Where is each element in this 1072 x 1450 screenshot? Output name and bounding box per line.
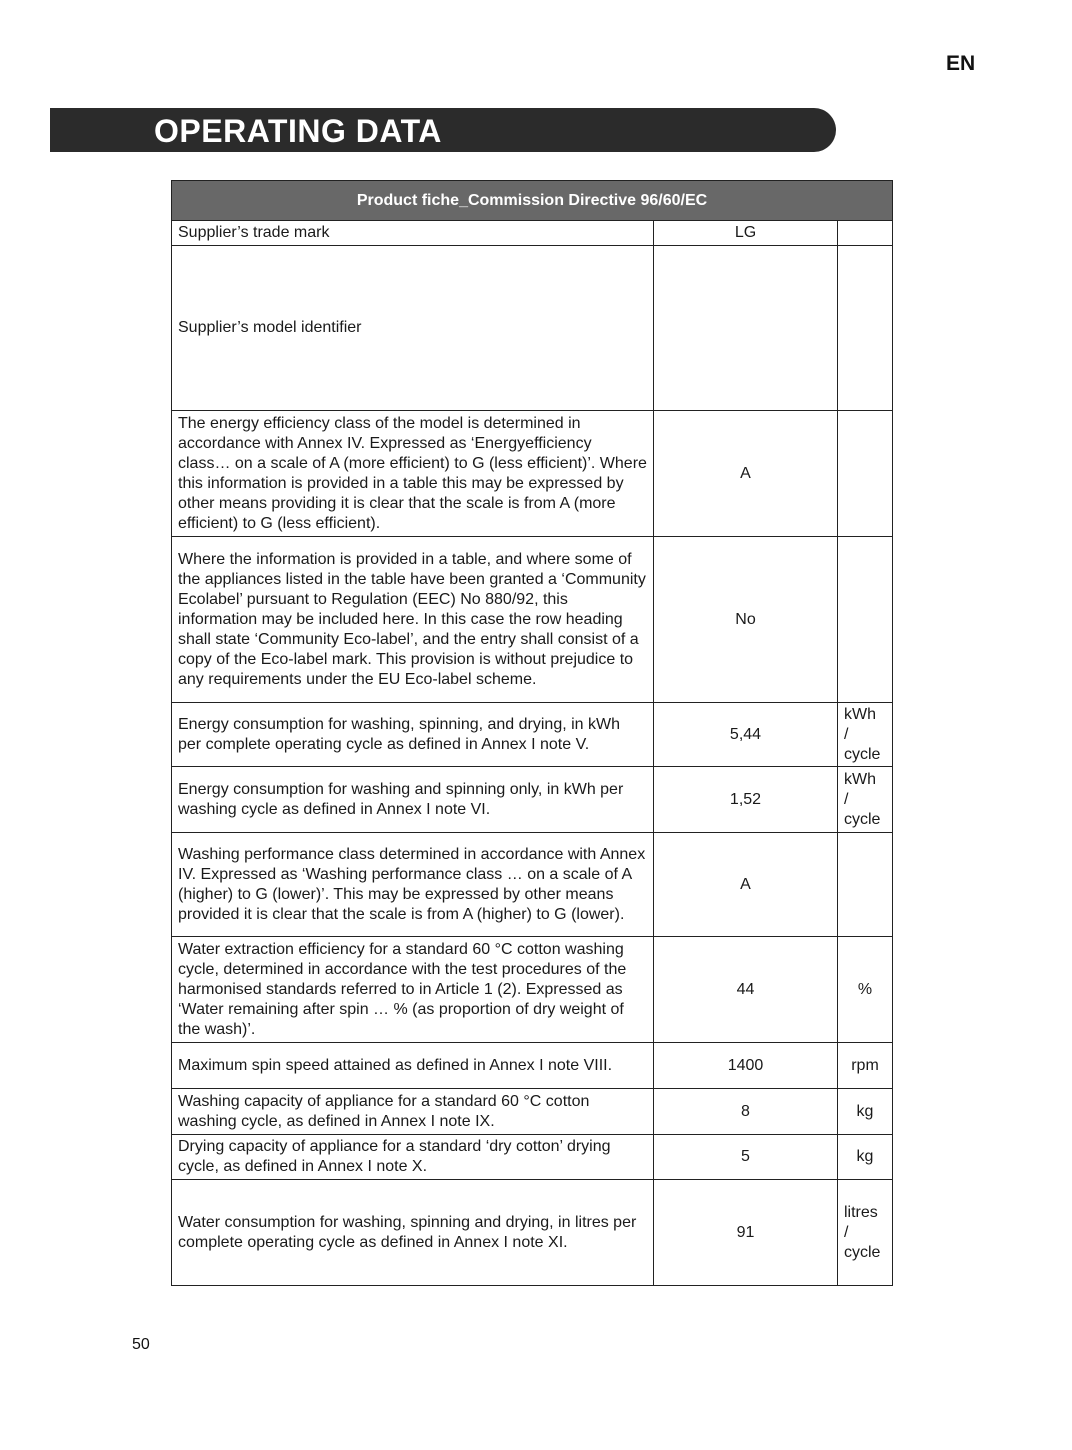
row-description: Energy consumption for washing, spinning, and drying, in kWh per complete operating cycle as defined in Annex I note V.	[172, 703, 654, 767]
row-unit	[838, 1180, 893, 1286]
language-code: EN	[946, 52, 976, 75]
row-description: Maximum spin speed attained as defined in Annex I note VIII.	[172, 1043, 654, 1089]
table-row	[172, 246, 893, 411]
unit-text: /	[844, 790, 849, 808]
unit-text: kg	[856, 1102, 874, 1120]
row-value: 5,44	[654, 703, 838, 767]
table-row	[172, 1089, 893, 1135]
row-unit	[838, 767, 893, 833]
unit-text: /	[844, 1223, 849, 1241]
row-unit	[838, 937, 893, 1043]
unit-text: %	[857, 980, 873, 998]
table-row	[172, 767, 893, 833]
unit-text: /	[844, 725, 849, 743]
row-value: No	[654, 537, 838, 703]
table-row	[172, 833, 893, 937]
row-unit	[838, 221, 893, 246]
row-description: Water extraction efficiency for a standard 60 °C cotton washing cycle, determined in accordance with the test procedures of the harmonised standards referred to in Article 1 (2). Expressed as ‘Water remaining after spin … % (as proportion of dry weight of the wash)’.	[172, 937, 654, 1043]
unit-text: rpm	[851, 1056, 879, 1074]
unit-text: cycle	[844, 1243, 881, 1261]
table-row	[172, 221, 893, 246]
table-body	[172, 221, 893, 1286]
unit-text: kWh	[844, 770, 876, 788]
row-value: A	[654, 833, 838, 937]
table-row	[172, 703, 893, 767]
row-unit	[838, 1135, 893, 1180]
row-unit	[838, 246, 893, 411]
row-description: Energy consumption for washing and spinning only, in kWh per washing cycle as defined in Annex I note VI.	[172, 767, 654, 833]
unit-text: litres	[844, 1203, 878, 1221]
row-description: Where the information is provided in a table, and where some of the appliances listed in the table have been granted a ‘Community Ecolabel’ pursuant to Regulation (EEC) No 880/92, this information may be included here. In this case the row heading shall state ‘Community Eco-label’, and the entry shall consist of a copy of the Eco-label mark. This provision is without prejudice to any requirements under the EU Eco-label scheme.	[172, 537, 654, 703]
unit-text: kWh	[844, 705, 876, 723]
row-value: 5	[654, 1135, 838, 1180]
table-title: Product fiche_Commission Directive 96/60/EC	[172, 181, 893, 221]
product-fiche-table	[171, 180, 893, 1286]
unit-text: cycle	[844, 810, 881, 828]
row-unit	[838, 1089, 893, 1135]
section-title: OPERATING DATA	[154, 113, 442, 149]
row-unit	[838, 537, 893, 703]
section-banner	[50, 108, 836, 152]
row-description: Washing capacity of appliance for a standard 60 °C cotton washing cycle, as defined in Annex I note IX.	[172, 1089, 654, 1135]
table-row	[172, 1135, 893, 1180]
row-description: Drying capacity of appliance for a standard ‘dry cotton’ drying cycle, as defined in Annex I note X.	[172, 1135, 654, 1180]
row-value: LG	[654, 221, 838, 246]
row-description: Supplier’s trade mark	[172, 221, 654, 246]
row-value: 91	[654, 1180, 838, 1286]
table-row	[172, 537, 893, 703]
row-description: Water consumption for washing, spinning and drying, in litres per complete operating cycle as defined in Annex I note XI.	[172, 1180, 654, 1286]
table-row	[172, 411, 893, 537]
unit-text: kg	[856, 1148, 874, 1165]
row-unit	[838, 1043, 893, 1089]
row-value: 44	[654, 937, 838, 1043]
table-row	[172, 1180, 893, 1286]
row-unit	[838, 411, 893, 537]
row-description: Supplier’s model identifier	[172, 246, 654, 411]
row-value	[654, 246, 838, 411]
row-description: The energy efficiency class of the model is determined in accordance with Annex IV. Expressed as ‘Energyefficiency class… on a scale of A (more efficient) to G (less efficient)’. Where this information is provided in a table this may be expressed by other means providing it is clear that the scale is from A (more efficient) to G (less efficient).	[172, 411, 654, 537]
row-unit	[838, 703, 893, 767]
row-value: 8	[654, 1089, 838, 1135]
row-value: A	[654, 411, 838, 537]
row-description: Washing performance class determined in accordance with Annex IV. Expressed as ‘Washing performance class … on a scale of A (higher) to G (lower)’. This may be expressed by other means provided it is clear that the scale is from A (higher) to G (lower).	[172, 833, 654, 937]
table-row	[172, 1043, 893, 1089]
row-unit	[838, 833, 893, 937]
unit-text: cycle	[844, 745, 881, 763]
row-value: 1400	[654, 1043, 838, 1089]
page-number: 50	[132, 1336, 150, 1353]
table-row	[172, 937, 893, 1043]
row-value: 1,52	[654, 767, 838, 833]
